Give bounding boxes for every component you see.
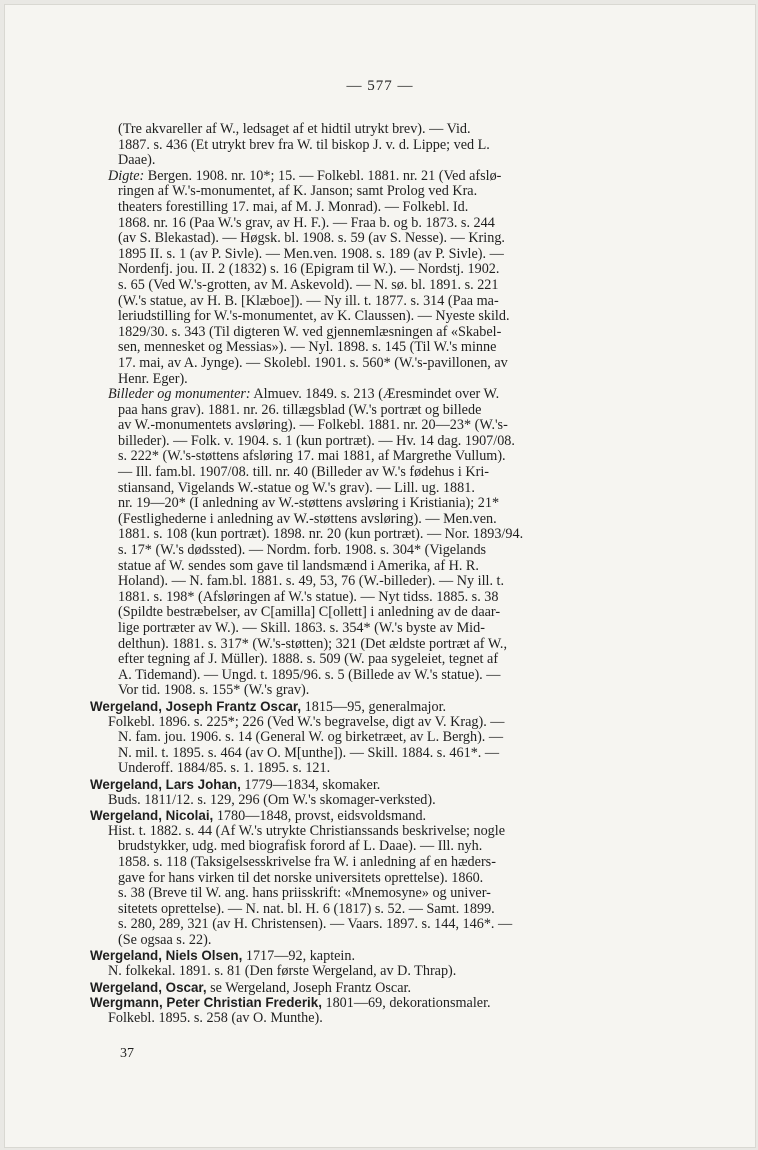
line-text: s. 38 (Breve til W. ang. hans priisskrift: «Mnemosyne» og univer- (118, 886, 491, 902)
line-text: brudstykker, udg. med biografisk forord af L. Daae). — Ill. nyh. (118, 839, 483, 855)
line-text: s. 222* (W.'s-støttens afsløring 17. mai 1881, af Margrethe Vullum). (118, 449, 506, 465)
text-line (90, 839, 650, 855)
document-page (4, 4, 756, 1148)
text-line (90, 340, 650, 356)
line-text: s. 65 (Ved W.'s-grotten, av M. Askevold). — N. sø. bl. 1891. s. 221 (118, 277, 499, 293)
text-line (90, 527, 650, 543)
text-line (90, 605, 650, 621)
entry-name: Wergeland, Nicolai, (90, 808, 214, 824)
text-line (90, 637, 650, 653)
line-text: Holand). — N. fam.bl. 1881. s. 49, 53, 76 (W.-billeder). — Ny ill. t. (118, 574, 505, 590)
entry-name: Wergeland, Niels Olsen, (90, 948, 243, 964)
text-line (90, 855, 650, 871)
text-line (90, 730, 650, 746)
text-line (90, 871, 650, 887)
line-text: (W.'s statue, av H. B. [Klæboe]). — Ny ill. t. 1877. s. 314 (Paa ma- (118, 293, 499, 309)
text-line (90, 793, 650, 809)
text-line (90, 325, 650, 341)
text-line (90, 200, 650, 216)
line-text: lige portræter av W.). — Skill. 1863. s. 354* (W.'s byste av Mid- (118, 621, 485, 636)
text-line (90, 715, 650, 731)
text-line (90, 449, 650, 465)
line-text: sen, mennesket og Messias»). — Nyl. 1898. s. 145 (Til W.'s minne (118, 340, 497, 356)
section-label: Billeder og monumenter: (108, 387, 251, 403)
line-text: Buds. 1811/12. s. 129, 296 (Om W.'s skomager-verksted). (108, 792, 436, 808)
line-text: Hist. t. 1882. s. 44 (Af W.'s utrykte Christianssands beskrivelse; nogle (108, 823, 506, 839)
text-line (90, 917, 650, 933)
entry-name: Wergmann, Peter Christian Frederik, (90, 995, 322, 1011)
line-text: (Festlighederne i anledning av W.-støttens avsløring). — Men.ven. (118, 511, 497, 527)
text-line (90, 278, 650, 294)
line-text: — Ill. fam.bl. 1907/08. till. nr. 40 (Billeder av W.'s fødehus i Kri- (118, 465, 489, 481)
text-line (90, 902, 650, 918)
line-text: 1717—92, kaptein. (242, 948, 356, 965)
line-text: se Wergeland, Joseph Frantz Oscar. (206, 979, 412, 996)
line-text: billeder). — Folk. v. 1904. s. 1 (kun portræt). — Hv. 14 dag. 1907/08. (118, 433, 515, 449)
line-text: 1779—1834, skomaker. (240, 776, 381, 793)
line-text: 1780—1848, provst, eidsvoldsmand. (213, 808, 427, 824)
text-line (90, 590, 650, 606)
text-line (90, 262, 650, 278)
entry-heading-line (90, 948, 650, 964)
text-line (90, 652, 650, 668)
line-text: N. fam. jou. 1906. s. 14 (General W. og birketræet, av L. Bergh). — (118, 730, 504, 746)
text-line (90, 543, 650, 559)
text-line (90, 933, 650, 949)
line-text: Folkebl. 1896. s. 225*; 226 (Ved W.'s begravelse, digt av V. Krag). — (108, 714, 505, 730)
text-line (90, 574, 650, 590)
line-text: 1868. nr. 16 (Paa W.'s grav, av H. F.). — Fraa b. og b. 1873. s. 244 (118, 215, 495, 231)
text-line (90, 356, 650, 372)
line-text: Underoff. 1884/85. s. 1. 1895. s. 121. (118, 761, 331, 777)
text-line (90, 668, 650, 684)
text-line (90, 231, 650, 247)
text-line (90, 621, 650, 637)
text-line (90, 387, 650, 403)
text-line (90, 372, 650, 388)
line-text: Daae). (118, 153, 156, 169)
page-number: — 577 — (346, 78, 414, 94)
line-text: efter tegning af J. Müller). 1888. s. 509 (W. paa sygeleiet, tegnet af (118, 652, 499, 668)
text-line (90, 184, 650, 200)
text-line (90, 559, 650, 575)
line-text: (Spildte bestræbelser, av C[amilla] C[ollett] i anledning av de daar- (118, 605, 501, 621)
line-text: 1895 II. s. 1 (av P. Sivle). — Men.ven. 1908. s. 189 (av P. Sivle). — (118, 246, 504, 262)
line-text: 17. mai, av A. Jynge). — Skolebl. 1901. s. 560* (W.'s-pavillonen, av (118, 355, 508, 371)
text-line (90, 122, 650, 138)
text-line (90, 512, 650, 528)
line-text: 1815—95, generalmajor. (301, 698, 447, 715)
line-text: 1881. s. 198* (Afsløringen af W.'s statue). — Nyt tidss. 1885. s. 38 (118, 589, 499, 605)
line-text: gave for hans virken til det norske universitets oprettelse). 1860. (118, 870, 484, 886)
line-text: stiansand, Vigelands W.-statue og W.'s grav). — Lill. ug. 1881. (118, 480, 475, 496)
text-line (90, 216, 650, 232)
section-label: Digte: (108, 168, 145, 184)
text-line (90, 434, 650, 450)
text-line (90, 746, 650, 762)
printer-signature-mark: 37 (120, 1046, 134, 1061)
line-text: Folkebl. 1895. s. 258 (av O. Munthe). (108, 1010, 323, 1026)
text-line (90, 418, 650, 434)
text-line (90, 761, 650, 777)
text-line (90, 138, 650, 154)
line-text: delthun). 1881. s. 317* (W.'s-støtten); 321 (Det ældste portræt af W., (118, 636, 507, 652)
text-line (90, 465, 650, 481)
line-text: ringen af W.'s-monumentet, af K. Janson; samt Prolog ved Kra. (118, 184, 478, 200)
line-text: (av S. Blekastad). — Høgsk. bl. 1908. s. 59 (av S. Nesse). — Kring. (118, 231, 505, 247)
line-text: N. mil. t. 1895. s. 464 (av O. M[unthe]). — Skill. 1884. s. 461*. — (118, 745, 500, 761)
line-text: A. Tidemand). — Ungd. t. 1895/96. s. 5 (Billede av W.'s statue). — (118, 667, 501, 683)
text-line (90, 886, 650, 902)
line-text: nr. 19—20* (I anledning av W.-støttens avsløring i Kristiania); 21* (118, 496, 500, 512)
text-line (90, 153, 650, 169)
entry-name: Wergeland, Lars Johan, (90, 776, 241, 792)
text-line (90, 247, 650, 263)
line-text: statue af W. sendes som gave til landsmænd i Amerika, af H. R. (118, 558, 479, 574)
line-text: Vor tid. 1908. s. 155* (W.'s grav). (118, 683, 310, 699)
entry-heading-line (90, 699, 650, 715)
entry-heading-line (90, 777, 650, 793)
text-line (90, 496, 650, 512)
text-line (90, 309, 650, 325)
line-text: Bergen. 1908. nr. 10*; 15. — Folkebl. 1881. nr. 21 (Ved afslø- (144, 168, 502, 184)
text-line (90, 294, 650, 310)
line-text: 1887. s. 436 (Et utrykt brev fra W. til biskop J. v. d. Lippe; ved L. (118, 137, 490, 153)
line-text: 1829/30. s. 343 (Til digteren W. ved gjennemlæsningen af «Skabel- (118, 324, 502, 340)
line-text: leriudstilling for W.'s-monumentet, av K. Claussen). — Nyeste skild. (118, 309, 510, 325)
line-text: 1801—69, dekorationsmaler. (321, 995, 491, 1011)
line-text: (Tre akvareller af W., ledsaget af et hidtil utrykt brev). — Vid. (118, 122, 471, 137)
line-text: s. 280, 289, 321 (av H. Christensen). — Vaars. 1897. s. 144, 146*. — (118, 917, 513, 933)
text-line (90, 683, 650, 699)
line-text: 1881. s. 108 (kun portræt). 1898. nr. 20 (kun portræt). — Nor. 1893/94. (118, 527, 524, 543)
entry-heading-line (90, 995, 650, 1011)
line-text: av W.-monumentets avsløring). — Folkebl. 1881. nr. 20—23* (W.'s- (118, 418, 508, 434)
line-text: 1858. s. 118 (Taksigelsesskrivelse fra W. i anledning af en hæders- (118, 854, 496, 870)
entry-name: Wergeland, Oscar, (90, 979, 207, 995)
line-text: Nordenfj. jou. II. 2 (1832) s. 16 (Epigram til W.). — Nordstj. 1902. (118, 262, 500, 278)
line-text: Henr. Eger). (118, 371, 188, 387)
text-line (90, 481, 650, 497)
text-line (90, 169, 650, 185)
line-text: sitetets oprettelse). — N. nat. bl. H. 6 (1817) s. 52. — Samt. 1899. (118, 901, 495, 917)
bibliography-text (90, 122, 650, 1026)
entry-heading-line (90, 808, 650, 824)
entry-name: Wergeland, Joseph Frantz Oscar, (90, 698, 302, 714)
line-text: (Se ogsaa s. 22). (118, 932, 212, 948)
line-text: s. 17* (W.'s dødssted). — Nordm. forb. 1908. s. 304* (Vigelands (118, 543, 487, 559)
line-text: Almuev. 1849. s. 213 (Æresmindet over W. (250, 387, 500, 403)
text-line (90, 824, 650, 840)
line-text: theaters forestilling 17. mai, af M. J. Monrad). — Folkebl. Id. (118, 199, 469, 215)
line-text: N. folkekal. 1891. s. 81 (Den første Wergeland, av D. Thrap). (108, 964, 457, 980)
text-line (90, 964, 650, 980)
line-text: paa hans grav). 1881. nr. 26. tillægsblad (W.'s portræt og billede (118, 402, 482, 418)
text-line (90, 403, 650, 419)
text-line (90, 1011, 650, 1027)
entry-heading-line (90, 980, 650, 996)
